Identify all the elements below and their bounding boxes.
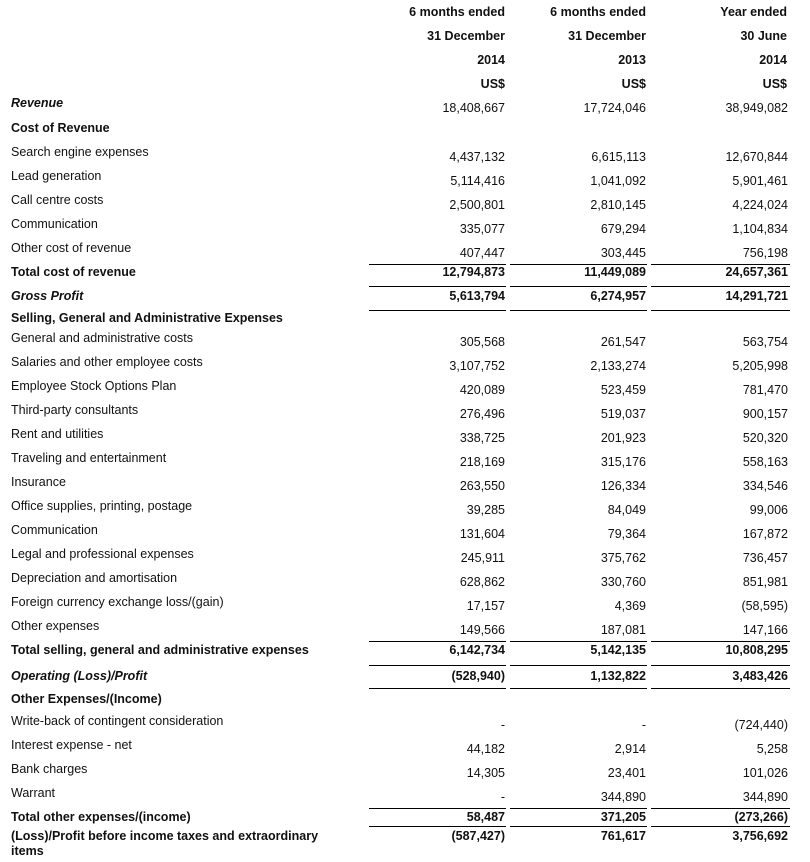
value-col3: 563,754 xyxy=(742,335,788,349)
subtotal-rule xyxy=(651,310,790,311)
header-period: 6 months ended xyxy=(550,5,646,19)
subtotal-rule xyxy=(369,641,506,642)
row-label: Insurance xyxy=(11,475,66,489)
value-col3: 851,981 xyxy=(742,575,788,589)
subtotal-rule xyxy=(651,688,790,689)
row-label: Total cost of revenue xyxy=(11,265,136,279)
value-col1: 305,568 xyxy=(459,335,505,349)
row-label: Office supplies, printing, postage xyxy=(11,499,193,513)
subtotal-rule xyxy=(369,310,506,311)
row-label: Total other expenses/(income) xyxy=(11,810,191,824)
value-col1: 420,089 xyxy=(459,383,505,397)
value-col1: 218,169 xyxy=(459,455,505,469)
row-label: Other expenses xyxy=(11,619,100,633)
value-col3: 520,320 xyxy=(742,431,788,445)
row-label: Foreign currency exchange loss/(gain) xyxy=(11,595,224,609)
section-heading: Other Expenses/(Income) xyxy=(11,692,162,706)
value-col2: 2,810,145 xyxy=(590,198,646,212)
section-heading: Cost of Revenue xyxy=(11,121,110,135)
value-col3: 12,670,844 xyxy=(725,150,788,164)
value-col2: 371,205 xyxy=(600,810,646,824)
value-col3: 781,470 xyxy=(742,383,788,397)
row-label: Gross Profit xyxy=(11,289,84,303)
value-col1: 5,114,416 xyxy=(450,174,505,188)
value-col1: 58,487 xyxy=(466,810,505,824)
value-col2: 679,294 xyxy=(600,222,646,236)
value-col2: 126,334 xyxy=(600,479,646,493)
value-col2: 84,049 xyxy=(607,503,646,517)
header-column-2 xyxy=(526,0,646,96)
row-label: Total selling, general and administrative expenses xyxy=(11,643,309,657)
value-col3: 167,872 xyxy=(742,527,788,541)
value-col1: 14,305 xyxy=(466,766,505,780)
row-label: General and administrative costs xyxy=(11,331,194,345)
row-label: Bank charges xyxy=(11,762,88,776)
value-col1: (528,940) xyxy=(451,669,505,683)
value-col3: 14,291,721 xyxy=(725,289,788,303)
value-col2: 1,041,092 xyxy=(590,174,646,188)
column-headers xyxy=(0,0,810,96)
row-label: Employee Stock Options Plan xyxy=(11,379,177,393)
value-col1: 4,437,132 xyxy=(449,150,505,164)
header-column-3 xyxy=(667,0,787,96)
row-label: Other cost of revenue xyxy=(11,241,132,255)
value-col3: 10,808,295 xyxy=(725,643,788,657)
value-col1: 263,550 xyxy=(459,479,505,493)
value-col2: 315,176 xyxy=(600,455,646,469)
value-col3: 101,026 xyxy=(742,766,788,780)
value-col2: 330,760 xyxy=(600,575,646,589)
header-period: Year ended xyxy=(720,5,787,19)
row-label: Operating (Loss)/Profit xyxy=(11,669,148,683)
value-col3: 5,258 xyxy=(756,742,788,756)
row-label: Salaries and other employee costs xyxy=(11,355,203,369)
value-col3: 1,104,834 xyxy=(732,222,788,236)
value-col1: 44,182 xyxy=(466,742,505,756)
value-col3: 900,157 xyxy=(742,407,788,421)
header-date: 31 December xyxy=(427,29,505,43)
value-col1: 276,496 xyxy=(459,407,505,421)
value-col2: 5,142,135 xyxy=(590,643,646,657)
value-col2: 187,081 xyxy=(600,623,646,637)
subtotal-rule xyxy=(510,641,647,642)
value-col2: 2,914 xyxy=(614,742,646,756)
value-col1: (587,427) xyxy=(451,829,505,843)
row-label: Search engine expenses xyxy=(11,145,149,159)
row-label: Revenue xyxy=(11,96,64,110)
row-label: Warrant xyxy=(11,786,55,800)
row-label-continued: items xyxy=(11,844,44,858)
value-col2: 23,401 xyxy=(607,766,646,780)
row-label: (Loss)/Profit before income taxes and extraordinary xyxy=(11,829,319,843)
value-col2: 761,617 xyxy=(600,829,646,843)
value-col1: 131,604 xyxy=(459,527,505,541)
value-col1: 338,725 xyxy=(459,431,505,445)
value-col2: 344,890 xyxy=(600,790,646,804)
value-col1: 39,285 xyxy=(466,503,505,517)
value-col3: 3,483,426 xyxy=(732,669,788,683)
subtotal-rule xyxy=(510,688,647,689)
subtotal-rule xyxy=(510,310,647,311)
value-col3: 558,163 xyxy=(742,455,788,469)
section-heading: Selling, General and Administrative Expenses xyxy=(11,311,283,325)
value-col1: 5,613,794 xyxy=(449,289,505,303)
subtotal-rule xyxy=(369,286,506,287)
value-col2: 261,547 xyxy=(600,335,646,349)
value-col1: 149,566 xyxy=(459,623,505,637)
row-label: Call centre costs xyxy=(11,193,104,207)
value-col2: 523,459 xyxy=(600,383,646,397)
value-col2: 17,724,046 xyxy=(583,101,646,115)
subtotal-rule xyxy=(510,826,647,827)
row-label: Communication xyxy=(11,523,98,537)
value-col2: 375,762 xyxy=(600,551,646,565)
value-col3: 344,890 xyxy=(742,790,788,804)
subtotal-rule xyxy=(510,286,647,287)
row-label: Write-back of contingent consideration xyxy=(11,714,224,728)
subtotal-rule xyxy=(651,665,790,666)
header-period: 6 months ended xyxy=(409,5,505,19)
row-label: Rent and utilities xyxy=(11,427,104,441)
value-col3: 736,457 xyxy=(742,551,788,565)
value-col1: 3,107,752 xyxy=(449,359,505,373)
subtotal-rule xyxy=(651,286,790,287)
header-currency: US$ xyxy=(621,77,646,91)
value-col3: 756,198 xyxy=(742,246,788,260)
value-col3: 334,546 xyxy=(742,479,788,493)
value-col1: 628,862 xyxy=(459,575,505,589)
header-date: 30 June xyxy=(740,29,787,43)
value-col2: 6,615,113 xyxy=(591,150,646,164)
value-col3: 38,949,082 xyxy=(725,101,788,115)
row-label: Lead generation xyxy=(11,169,102,183)
subtotal-rule xyxy=(369,808,506,809)
subtotal-rule xyxy=(369,688,506,689)
value-col2: 11,449,089 xyxy=(584,265,646,279)
value-col3: 147,166 xyxy=(742,623,788,637)
value-col1: 17,157 xyxy=(466,599,505,613)
row-label: Depreciation and amortisation xyxy=(11,571,178,585)
value-col1: 18,408,667 xyxy=(442,101,505,115)
row-label: Third-party consultants xyxy=(11,403,139,417)
value-col3: (58,595) xyxy=(741,599,788,613)
value-col1: - xyxy=(500,790,505,804)
value-col1: 12,794,873 xyxy=(442,265,505,279)
row-label: Legal and professional expenses xyxy=(11,547,194,561)
value-col3: 99,006 xyxy=(749,503,788,517)
value-col2: - xyxy=(641,718,646,732)
value-col2: 2,133,274 xyxy=(590,359,646,373)
subtotal-rule xyxy=(651,826,790,827)
header-currency: US$ xyxy=(762,77,787,91)
subtotal-rule xyxy=(651,641,790,642)
value-col2: 1,132,822 xyxy=(590,669,646,683)
value-col1: 335,077 xyxy=(459,222,505,236)
value-col3: (724,440) xyxy=(734,718,788,732)
header-date: 31 December xyxy=(568,29,646,43)
header-year: 2014 xyxy=(759,53,787,67)
value-col1: 407,447 xyxy=(459,246,505,260)
value-col3: 5,901,461 xyxy=(732,174,788,188)
value-col3: 3,756,692 xyxy=(732,829,788,843)
value-col1: 245,911 xyxy=(460,551,505,565)
row-label: Communication xyxy=(11,217,98,231)
subtotal-rule xyxy=(369,826,506,827)
value-col2: 6,274,957 xyxy=(590,289,646,303)
header-currency: US$ xyxy=(480,77,505,91)
row-label: Traveling and entertainment xyxy=(11,451,167,465)
value-col3: 4,224,024 xyxy=(732,198,788,212)
value-col2: 4,369 xyxy=(614,599,646,613)
subtotal-rule xyxy=(369,665,506,666)
value-col2: 303,445 xyxy=(600,246,646,260)
value-col2: 201,923 xyxy=(600,431,646,445)
value-col1: 2,500,801 xyxy=(449,198,505,212)
value-col1: 6,142,734 xyxy=(449,643,505,657)
header-column-1 xyxy=(385,0,505,96)
row-label: Interest expense - net xyxy=(11,738,132,752)
value-col3: 24,657,361 xyxy=(725,265,788,279)
subtotal-rule xyxy=(510,808,647,809)
subtotal-rule xyxy=(510,665,647,666)
value-col3: (273,266) xyxy=(734,810,788,824)
value-col1: - xyxy=(500,718,505,732)
value-col2: 519,037 xyxy=(600,407,646,421)
subtotal-rule xyxy=(651,808,790,809)
header-year: 2013 xyxy=(618,53,646,67)
header-year: 2014 xyxy=(477,53,505,67)
value-col3: 5,205,998 xyxy=(732,359,788,373)
value-col2: 79,364 xyxy=(607,527,646,541)
